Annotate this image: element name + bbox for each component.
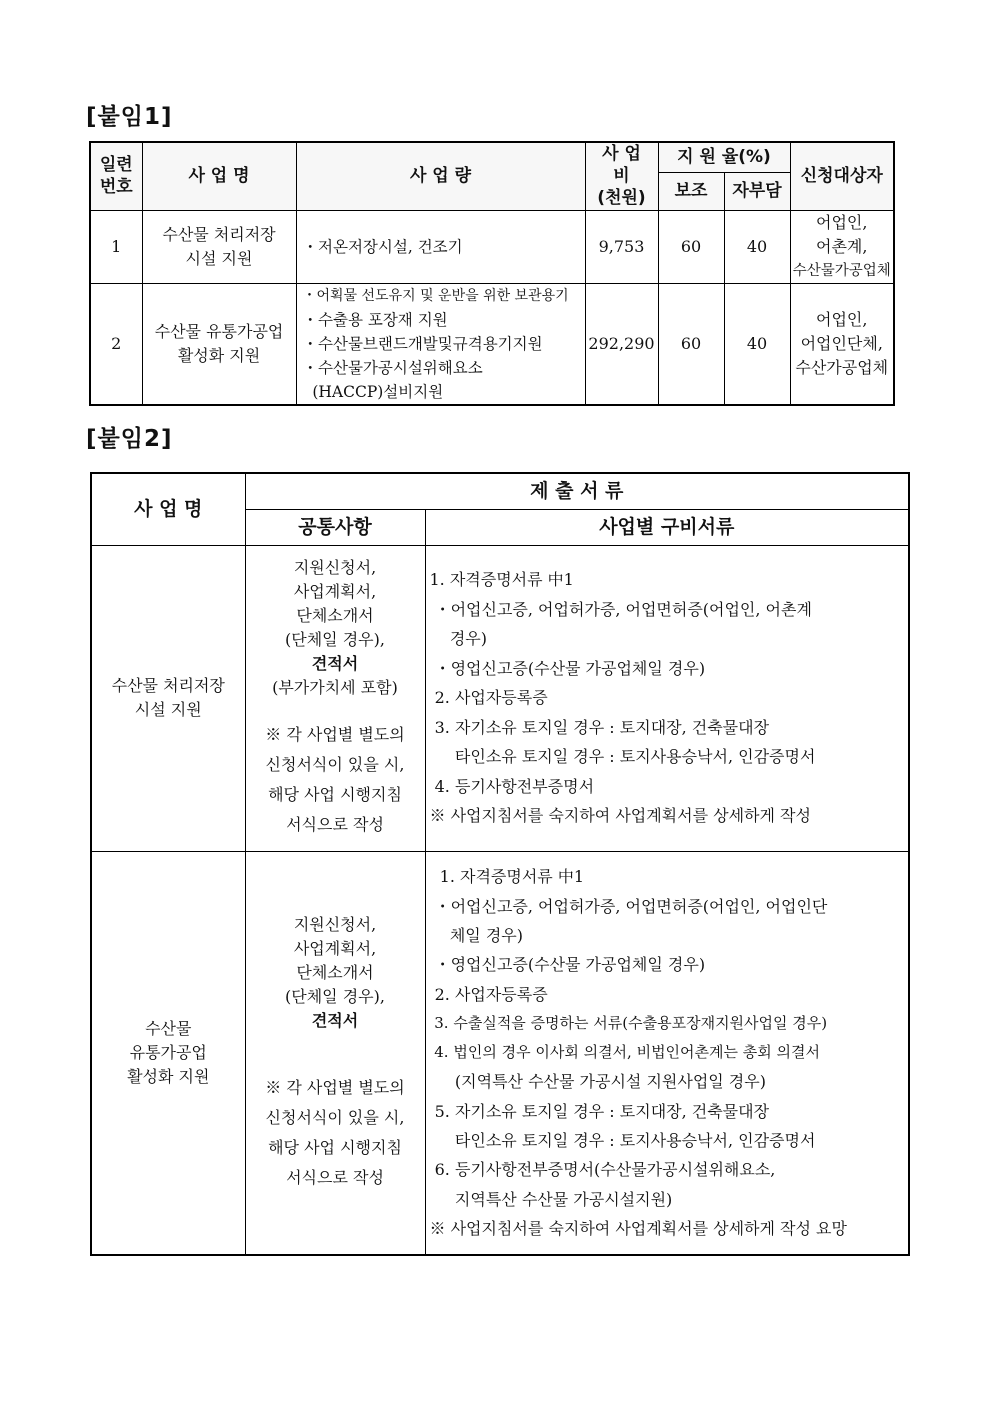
row-no: 2 (90, 283, 142, 405)
table-row (91, 545, 909, 851)
attachment1-table (89, 141, 895, 406)
row-self-pay: 40 (724, 283, 790, 405)
header-business-quantity: 사 업 량 (296, 142, 585, 210)
header-subsidy: 보조 (658, 172, 724, 210)
row-cost: 292,290 (585, 283, 658, 405)
header-serial-no: 일련 번호 (90, 142, 142, 210)
row-quantity: ・저온저장시설, 건조기 (296, 210, 585, 283)
row-specific-docs: 1. 자격증명서류 中1 ・어업신고증, 어업허가증, 어업면허증(어업인, 어촌계 경우) ・영업신고증(수산물 가공업체일 경우) 2. 사업자등록증 3. 자기소유 토지일 경우 : 토지대장, 건축물대장 타인소유 토지일 경우 : 토지사용승낙서, 인감증명서 4. 등기사항전부증명서 ※ 사업지침서를 숙지하여 사업계획서를 상세하게 작성 (425, 545, 909, 851)
header-support-rate: 지 원 율(%) (658, 142, 790, 172)
header-self-pay: 자부담 (724, 172, 790, 210)
header-business-name: 사 업 명 (142, 142, 296, 210)
row-common-docs: 지원신청서, 사업계획서, 단체소개서 (단체일 경우), 견적서 ※ 각 사업별 별도의 신청서식이 있을 시, 해당 사업 시행지침 서식으로 작성 (245, 851, 425, 1255)
row-quantity: ・어획물 선도유지 및 운반을 위한 보관용기 ・수출용 포장재 지원 ・수산물브랜드개발및규격용기지원 ・수산물가공시설위해요소 (HACCP)설비지원 (296, 283, 585, 405)
header-common: 공통사항 (245, 509, 425, 545)
table-row (90, 283, 894, 405)
row-subsidy: 60 (658, 283, 724, 405)
header-business-name: 사 업 명 (91, 473, 245, 545)
header-submission-docs: 제 출 서 류 (245, 473, 909, 509)
header-business-cost: 사 업 비 (천원) (585, 142, 658, 210)
row-name: 수산물 유통가공업 활성화 지원 (91, 851, 245, 1255)
attachment2-heading: [붙임2] (86, 426, 173, 452)
row-cost: 9,753 (585, 210, 658, 283)
row-name: 수산물 처리저장 시설 지원 (91, 545, 245, 851)
attachment2-table (90, 472, 910, 1256)
header-applicant: 신청대상자 (790, 142, 894, 210)
row-self-pay: 40 (724, 210, 790, 283)
attachment1-heading: [붙임1] (86, 104, 173, 130)
row-no: 1 (90, 210, 142, 283)
row-applicant: 어업인, 어촌계, 수산물가공업체 (790, 210, 894, 283)
row-common-docs: 지원신청서, 사업계획서, 단체소개서 (단체일 경우), 견적서 (부가가치세 포함) ※ 각 사업별 별도의 신청서식이 있을 시, 해당 사업 시행지침 서식으로 작성 (245, 545, 425, 851)
table-row (91, 851, 909, 1255)
row-applicant: 어업인, 어업인단체, 수산가공업체 (790, 283, 894, 405)
row-subsidy: 60 (658, 210, 724, 283)
row-name: 수산물 처리저장 시설 지원 (142, 210, 296, 283)
row-name: 수산물 유통가공업 활성화 지원 (142, 283, 296, 405)
row-specific-docs: 1. 자격증명서류 中1 ・어업신고증, 어업허가증, 어업면허증(어업인, 어업인단 체일 경우) ・영업신고증(수산물 가공업체일 경우) 2. 사업자등록증 3. 수출실적을 증명하는 서류(수출용포장재지원사업일 경우) 4. 법인의 경우 이사회 의결서, 비법인어촌계는 총회 의결서 (지역특산 수산물 가공시설 지원사업일 경우) 5. 자기소유 토지일 경우 : 토지대장, 건축물대장 타인소유 토지일 경우 : 토지사용승낙서, 인감증명서 6. 등기사항전부증명서(수산물가공시설위해요소, 지역특산 수산물 가공시설지원) ※ 사업지침서를 숙지하여 사업계획서를 상세하게 작성 요망 (425, 851, 909, 1255)
table-row (90, 210, 894, 283)
header-specific-docs: 사업별 구비서류 (425, 509, 909, 545)
